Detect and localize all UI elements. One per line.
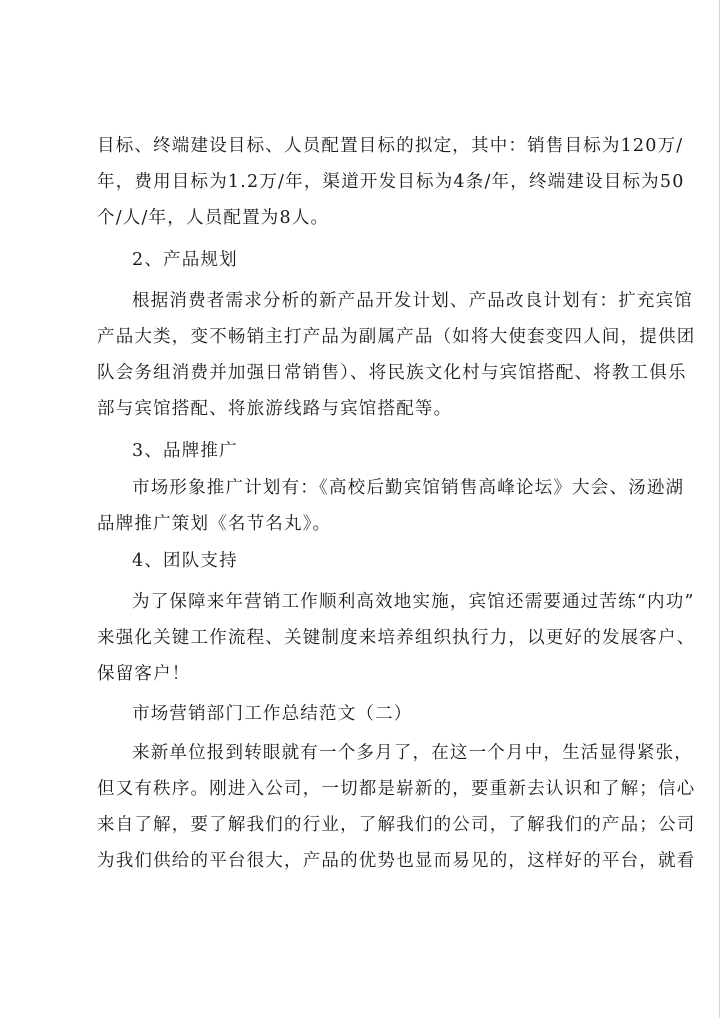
text-line: 但又有秩序。刚进入公司，一切都是崭新的，要重新去认识和了解；信心 <box>97 779 696 799</box>
text-line: 来新单位报到转眼就有一个多月了，在这一个月中，生活显得紧张， <box>132 743 693 763</box>
paragraph-team <box>97 584 696 692</box>
text-line: 队会务组消费并加强日常销售）、将民族文化村与宾馆搭配、将教工俱乐 <box>97 363 687 383</box>
text-line: 个/人/年，人员配置为8人。 <box>97 208 330 228</box>
text-line: 产品大类，变不畅销主打产品为副属产品（如将大使套变四人间，提供团 <box>97 327 696 347</box>
section-heading: 2、产品规划 <box>132 250 238 270</box>
text-line: 为我们供给的平台很大，产品的优势也显而易见的，这样好的平台，就看 <box>97 851 696 871</box>
text-line: 年，费用目标为1.2万/年，渠道开发目标为4条/年，终端建设目标为50 <box>97 172 685 192</box>
paragraph-goals <box>97 128 685 236</box>
text-line: 根据消费者需求分析的新产品开发计划、产品改良计划有：扩充宾馆 <box>132 291 693 311</box>
text-line: 目标、终端建设目标、人员配置目标的拟定，其中：销售目标为120万/ <box>97 136 684 156</box>
paragraph-intro <box>97 735 696 879</box>
text-line: 保留客户！ <box>97 664 191 684</box>
paragraph-product <box>97 283 696 427</box>
text-line: 部与宾馆搭配、将旅游线路与宾馆搭配等。 <box>97 399 453 419</box>
paragraph-brand <box>97 470 685 542</box>
text-line: 品牌推广策划《名节名丸》。 <box>97 514 332 534</box>
section-title-text: 市场营销部门工作总结范文（二） <box>132 704 413 724</box>
heading-team-support <box>97 543 657 579</box>
text-line: 市场形象推广计划有：《高校后勤宾馆销售高峰论坛》大会、汤逊湖 <box>132 478 685 498</box>
text-line: 来强化关键工作流程、关键制度来培养组织执行力，以更好的发展客户、 <box>97 628 696 648</box>
section-title <box>97 696 657 732</box>
text-line: 来自了解，要了解我们的行业，了解我们的公司，了解我们的产品；公司 <box>97 815 696 835</box>
heading-product-planning <box>97 242 657 278</box>
text-line: 为了保障来年营销工作顺利高效地实施，宾馆还需要通过苦练“内功” <box>132 592 695 612</box>
section-heading: 4、团队支持 <box>132 551 238 571</box>
section-heading: 3、品牌推广 <box>132 441 238 461</box>
heading-brand-promotion <box>97 433 657 469</box>
